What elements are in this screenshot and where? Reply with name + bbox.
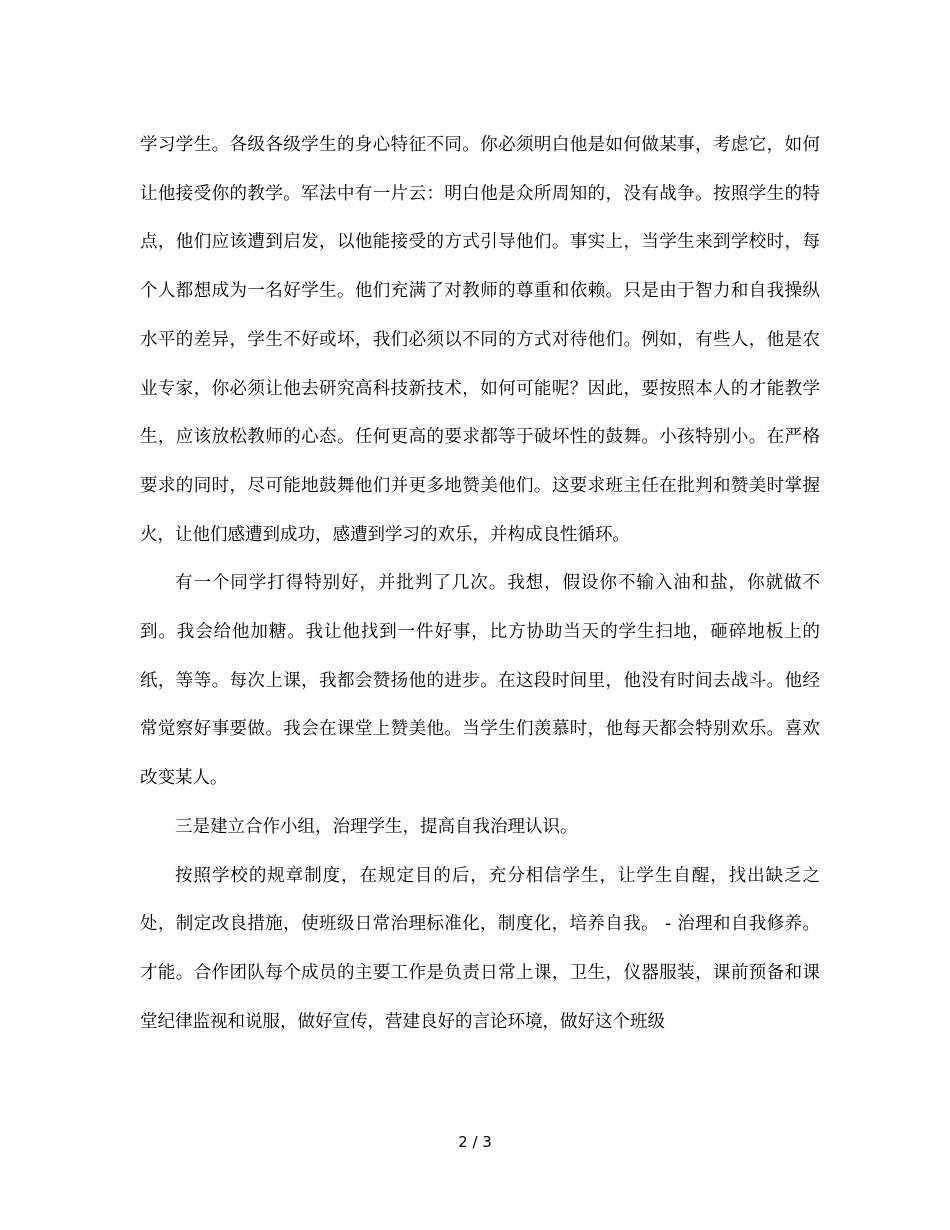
paragraph-2: 有一个同学打得特别好，并批判了几次。我想，假设你不输入油和盐，你就做不到。我会给他加糖。我让他找到一件好事，比方协助当天的学生扫地，砸碎地板上的纸，等等。每次上课，我都会赞扬他的进步。在这段时间里，他没有时间去战斗。他经常觉察好事要做。我会在课堂上赞美他。当学生们羡慕时，他每天都会特别欢乐。喜欢改变某人。 [140,573,820,789]
paragraph-4: 按照学校的规章制度，在规定目的后，充分相信学生，让学生自醒，找出缺乏之处，制定改良措施，使班级日常治理标准化，制度化，培养自我。 - 治理和自我修养。才能。合作团队每个成员的主要工作是负责日常上课，卫生，仪器服装，课前预备和课堂纪律监视和说服，做好宣传，营建良好的言论环境，做好这个班级 [140,865,820,1032]
paragraph-3: 三是建立合作小组，治理学生，提高自我治理认识。 [175,816,578,837]
paragraph-1: 学习学生。各级各级学生的身心特征不同。你必须明白他是如何做某事，考虑它，如何让他接受你的教学。军法中有一片云：明白他是众所周知的，没有战争。按照学生的特点，他们应该遭到启发，以他能接受的方式引导他们。事实上，当学生来到学校时，每个人都想成为一名好学生。他们充满了对教师的尊重和依赖。只是由于智力和自我操纵水平的差异，学生不好或坏，我们必须以不同的方式对待他们。例如，有些人，他是农业专家，你必须让他去研究高科技新技术，如何可能呢？因此，要按照本人的才能教学生，应该放松教师的心态。任何更高的要求都等于破坏性的鼓舞。小孩特别小。在严格要求的同时，尽可能地鼓舞他们并更多地赞美他们。这要求班主任在批判和赞美时掌握火，让他们感遭到成功，感遭到学习的欢乐，并构成良性循环。 [140,135,820,545]
page-number: 2 / 3 [458,1133,492,1151]
document-body [140,121,820,1046]
